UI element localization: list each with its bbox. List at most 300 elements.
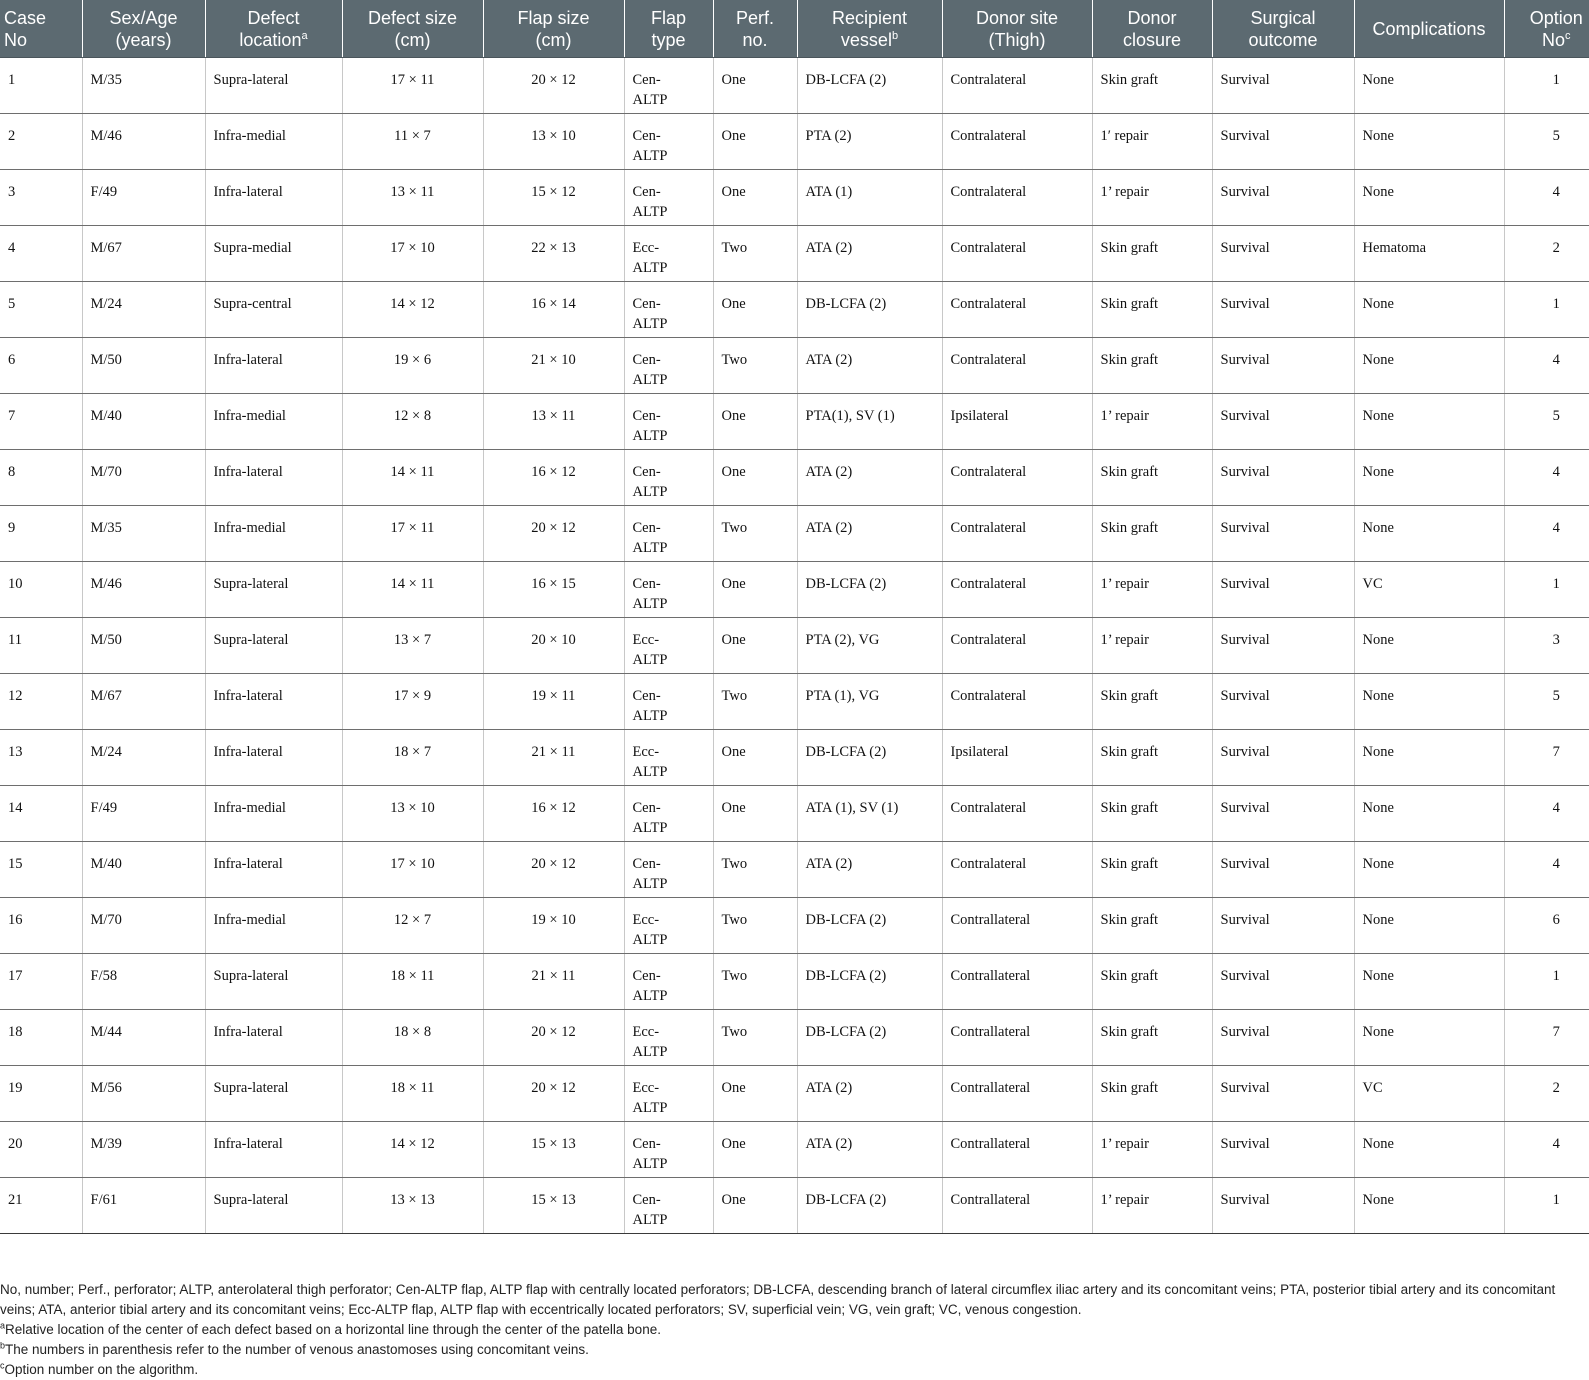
cell-surgical-outcome: Survival [1212, 450, 1354, 506]
column-header-line1: Case [4, 7, 47, 28]
table-row [0, 450, 1589, 506]
column-header-line2: (cm) [535, 29, 572, 50]
cell-perforator-count: Two [713, 1010, 797, 1066]
cell-option-no: 5 [1504, 394, 1589, 450]
cell-option-no: 4 [1504, 1122, 1589, 1178]
cell-surgical-outcome: Survival [1212, 506, 1354, 562]
cell-defect-size: 14 × 12 [342, 282, 483, 338]
cell-complications: Hematoma [1354, 226, 1504, 282]
cell-defect-size: 13 × 7 [342, 618, 483, 674]
cell-surgical-outcome: Survival [1212, 898, 1354, 954]
cell-donor-closure: Skin graft [1092, 282, 1212, 338]
cell-donor-site: Contralateral [942, 562, 1092, 618]
flap-type-line: ALTP [632, 708, 668, 724]
cell-surgical-outcome: Survival [1212, 618, 1354, 674]
flap-type-line: Cen- [632, 576, 661, 592]
cell-complications: VC [1354, 562, 1504, 618]
cell-donor-site: Contralateral [942, 282, 1092, 338]
column-header-line1: Defect [247, 7, 300, 28]
cell-complications: None [1354, 394, 1504, 450]
cell-sex-age: M/70 [82, 450, 205, 506]
cell-sex-age: F/58 [82, 954, 205, 1010]
cell-surgical-outcome: Survival [1212, 562, 1354, 618]
cell-case-no: 20 [0, 1122, 82, 1178]
cell-case-no: 21 [0, 1178, 82, 1234]
flap-type-line: Cen- [632, 128, 661, 144]
column-header-line2: vessel [840, 29, 892, 50]
flap-type-line: ALTP [632, 1212, 668, 1228]
flap-type-line: ALTP [632, 764, 668, 780]
cell-donor-closure: 1′ repair [1092, 114, 1212, 170]
cell-sex-age: M/35 [82, 506, 205, 562]
cell-surgical-outcome: Survival [1212, 786, 1354, 842]
table-row [0, 562, 1589, 618]
footnote-a [0, 1320, 1570, 1340]
footnote-c-text: Option number on the algorithm. [4, 1362, 199, 1377]
table-row [0, 842, 1589, 898]
cell-donor-closure: Skin graft [1092, 842, 1212, 898]
cell-recipient-vessel: DB-LCFA (2) [797, 58, 942, 114]
flap-type-line: Cen- [632, 408, 661, 424]
cell-flap-size: 20 × 12 [483, 58, 624, 114]
cell-case-no: 4 [0, 226, 82, 282]
cell-flap-type [624, 786, 713, 842]
cell-recipient-vessel: DB-LCFA (2) [797, 562, 942, 618]
cell-option-no: 2 [1504, 1066, 1589, 1122]
cell-sex-age: M/67 [82, 674, 205, 730]
column-header-line1: Flap [650, 7, 686, 28]
cell-defect-size: 17 × 10 [342, 842, 483, 898]
cell-defect-location: Supra-central [205, 282, 342, 338]
flap-type-line: ALTP [632, 932, 668, 948]
cell-surgical-outcome: Survival [1212, 226, 1354, 282]
flap-type-line: Cen- [632, 856, 661, 872]
cell-defect-location: Supra-lateral [205, 954, 342, 1010]
cell-perforator-count: One [713, 282, 797, 338]
cell-sex-age: M/50 [82, 618, 205, 674]
cell-recipient-vessel: DB-LCFA (2) [797, 1178, 942, 1234]
cell-flap-type [624, 338, 713, 394]
cell-flap-size: 20 × 12 [483, 506, 624, 562]
cell-case-no: 1 [0, 58, 82, 114]
column-header-line2: location [239, 29, 302, 50]
cell-flap-type [624, 1010, 713, 1066]
table-row [0, 618, 1589, 674]
cell-flap-size: 21 × 11 [483, 954, 624, 1010]
cell-surgical-outcome: Survival [1212, 170, 1354, 226]
cell-surgical-outcome: Survival [1212, 1178, 1354, 1234]
cell-complications: None [1354, 786, 1504, 842]
cell-perforator-count: One [713, 114, 797, 170]
cell-donor-site: Ipsilateral [942, 394, 1092, 450]
cell-option-no: 1 [1504, 282, 1589, 338]
cell-complications: None [1354, 1122, 1504, 1178]
cell-case-no: 2 [0, 114, 82, 170]
column-header [713, 0, 797, 58]
flap-type-line: Ecc- [632, 912, 660, 928]
cell-donor-closure: 1’ repair [1092, 562, 1212, 618]
cell-perforator-count: One [713, 618, 797, 674]
cell-complications: None [1354, 114, 1504, 170]
flap-type-line: ALTP [632, 428, 668, 444]
cell-defect-location: Infra-medial [205, 506, 342, 562]
column-header [1212, 0, 1354, 58]
cell-flap-size: 15 × 13 [483, 1178, 624, 1234]
cell-donor-closure: Skin graft [1092, 338, 1212, 394]
cell-sex-age: M/50 [82, 338, 205, 394]
cell-donor-closure: 1’ repair [1092, 618, 1212, 674]
cell-donor-closure: Skin graft [1092, 730, 1212, 786]
cell-donor-site: Contralateral [942, 618, 1092, 674]
table-row [0, 58, 1589, 114]
footnote-c-mark: c [0, 1360, 5, 1371]
cell-flap-type [624, 226, 713, 282]
flap-type-line: Cen- [632, 688, 661, 704]
cell-surgical-outcome: Survival [1212, 1066, 1354, 1122]
footnote-a-text: Relative location of the center of each defect based on a horizontal line through the center of the patella bone. [5, 1322, 661, 1337]
cell-flap-type [624, 618, 713, 674]
cell-perforator-count: One [713, 170, 797, 226]
cell-defect-size: 14 × 11 [342, 450, 483, 506]
cell-flap-type [624, 58, 713, 114]
cell-complications: None [1354, 954, 1504, 1010]
cell-sex-age: F/61 [82, 1178, 205, 1234]
cell-defect-location: Supra-lateral [205, 562, 342, 618]
cell-defect-size: 19 × 6 [342, 338, 483, 394]
cell-complications: None [1354, 898, 1504, 954]
cell-case-no: 16 [0, 898, 82, 954]
cell-sex-age: F/49 [82, 170, 205, 226]
cell-donor-site: Contralateral [942, 58, 1092, 114]
cell-option-no: 7 [1504, 1010, 1589, 1066]
cell-flap-type [624, 562, 713, 618]
footnote-b-text: The numbers in parenthesis refer to the number of venous anastomoses using concomitant veins. [5, 1342, 589, 1357]
cell-case-no: 18 [0, 1010, 82, 1066]
table-row [0, 394, 1589, 450]
flap-type-line: ALTP [632, 1100, 668, 1116]
cell-complications: None [1354, 1010, 1504, 1066]
cell-option-no: 4 [1504, 338, 1589, 394]
cell-defect-location: Supra-lateral [205, 1178, 342, 1234]
column-header [1092, 0, 1212, 58]
footnote-abbreviations: No, number; Perf., perforator; ALTP, anterolateral thigh perforator; Cen-ALTP flap, ALTP flap with centrally located perforators; DB-LCFA, descending branch of lateral circumflex iliac artery and its concomitant veins; PTA, posterior tibial artery and its concomitant veins; ATA, anterior tibial artery and its concomitant veins; Ecc-ALTP flap, ALTP flap with eccentrically located perforators; SV, superficial vein; VG, vein graft; VC, venous congestion. [0, 1282, 1556, 1317]
cell-donor-closure: Skin graft [1092, 1010, 1212, 1066]
cell-donor-site: Contralateral [942, 338, 1092, 394]
cell-donor-site: Contralateral [942, 674, 1092, 730]
column-header-line2: type [651, 29, 686, 50]
cell-sex-age: M/35 [82, 58, 205, 114]
cell-sex-age: M/40 [82, 394, 205, 450]
cell-defect-location: Infra-lateral [205, 338, 342, 394]
cell-case-no: 7 [0, 394, 82, 450]
cell-flap-size: 20 × 12 [483, 1010, 624, 1066]
cell-complications: None [1354, 58, 1504, 114]
column-header [483, 0, 624, 58]
cell-recipient-vessel: ATA (1), SV (1) [797, 786, 942, 842]
cell-defect-size: 12 × 8 [342, 394, 483, 450]
cell-defect-location: Infra-lateral [205, 170, 342, 226]
column-header-footnote-mark: a [301, 29, 308, 42]
cell-case-no: 6 [0, 338, 82, 394]
cell-flap-size: 20 × 12 [483, 842, 624, 898]
cell-perforator-count: Two [713, 226, 797, 282]
cell-option-no: 5 [1504, 114, 1589, 170]
cell-complications: None [1354, 842, 1504, 898]
cell-defect-location: Infra-lateral [205, 842, 342, 898]
cell-defect-size: 13 × 13 [342, 1178, 483, 1234]
cell-donor-site: Contralateral [942, 842, 1092, 898]
cell-defect-size: 17 × 11 [342, 58, 483, 114]
cell-recipient-vessel: ATA (2) [797, 1122, 942, 1178]
column-header-line2: no. [742, 29, 768, 50]
cell-surgical-outcome: Survival [1212, 338, 1354, 394]
cell-flap-size: 16 × 12 [483, 786, 624, 842]
header-row [0, 0, 1589, 58]
cell-sex-age: M/39 [82, 1122, 205, 1178]
cell-donor-closure: Skin graft [1092, 1066, 1212, 1122]
cell-flap-size: 15 × 13 [483, 1122, 624, 1178]
cell-donor-closure: Skin graft [1092, 954, 1212, 1010]
flap-type-line: ALTP [632, 484, 668, 500]
column-header-line1: Sex/Age [109, 7, 178, 28]
cell-perforator-count: One [713, 1178, 797, 1234]
cell-recipient-vessel: ATA (2) [797, 338, 942, 394]
cell-donor-site: Contrallateral [942, 1122, 1092, 1178]
cell-flap-type [624, 170, 713, 226]
table-row [0, 1066, 1589, 1122]
flap-type-line: Cen- [632, 800, 661, 816]
cell-complications: None [1354, 674, 1504, 730]
cell-recipient-vessel: DB-LCFA (2) [797, 954, 942, 1010]
cell-donor-site: Contrallateral [942, 1010, 1092, 1066]
flap-type-line: ALTP [632, 596, 668, 612]
flap-type-line: Cen- [632, 1192, 661, 1208]
column-header-line1: Perf. [735, 7, 774, 28]
cell-complications: VC [1354, 1066, 1504, 1122]
cell-defect-size: 14 × 12 [342, 1122, 483, 1178]
cell-defect-size: 17 × 11 [342, 506, 483, 562]
flap-type-line: ALTP [632, 652, 668, 668]
cell-option-no: 7 [1504, 730, 1589, 786]
column-header [797, 0, 942, 58]
cell-sex-age: M/46 [82, 114, 205, 170]
cell-option-no: 1 [1504, 58, 1589, 114]
cell-option-no: 5 [1504, 674, 1589, 730]
column-header [1354, 0, 1504, 58]
flap-type-line: ALTP [632, 1156, 668, 1172]
cell-flap-size: 16 × 15 [483, 562, 624, 618]
column-header [0, 0, 82, 58]
cell-sex-age: M/24 [82, 282, 205, 338]
cell-flap-type [624, 1066, 713, 1122]
cell-complications: None [1354, 282, 1504, 338]
table-row [0, 226, 1589, 282]
cell-defect-size: 14 × 11 [342, 562, 483, 618]
cell-perforator-count: One [713, 1122, 797, 1178]
cell-surgical-outcome: Survival [1212, 114, 1354, 170]
cell-donor-closure: Skin graft [1092, 786, 1212, 842]
cell-case-no: 19 [0, 1066, 82, 1122]
cell-donor-site: Contrallateral [942, 1066, 1092, 1122]
cell-flap-type [624, 282, 713, 338]
flap-type-line: Cen- [632, 296, 661, 312]
cell-defect-size: 11 × 7 [342, 114, 483, 170]
cell-perforator-count: Two [713, 842, 797, 898]
cell-defect-location: Infra-lateral [205, 1010, 342, 1066]
footnote-a-mark: a [0, 1320, 6, 1331]
cell-recipient-vessel: ATA (1) [797, 170, 942, 226]
cell-case-no: 13 [0, 730, 82, 786]
cell-recipient-vessel: ATA (2) [797, 450, 942, 506]
cell-surgical-outcome: Survival [1212, 730, 1354, 786]
cell-defect-size: 17 × 9 [342, 674, 483, 730]
table-row [0, 1178, 1589, 1234]
cell-flap-size: 22 × 13 [483, 226, 624, 282]
cell-complications: None [1354, 450, 1504, 506]
cell-option-no: 4 [1504, 786, 1589, 842]
column-header-line2: closure [1122, 29, 1182, 50]
cell-case-no: 11 [0, 618, 82, 674]
cell-perforator-count: One [713, 58, 797, 114]
cell-defect-size: 18 × 11 [342, 1066, 483, 1122]
cell-flap-type [624, 842, 713, 898]
cell-surgical-outcome: Survival [1212, 1010, 1354, 1066]
cell-sex-age: M/44 [82, 1010, 205, 1066]
cell-donor-closure: Skin graft [1092, 450, 1212, 506]
cell-complications: None [1354, 1178, 1504, 1234]
cell-donor-site: Contralateral [942, 506, 1092, 562]
column-header-line1: Donor site [975, 7, 1059, 28]
table-footnotes [0, 1280, 1570, 1380]
cell-recipient-vessel: ATA (2) [797, 842, 942, 898]
cell-donor-closure: 1’ repair [1092, 394, 1212, 450]
cell-donor-closure: Skin graft [1092, 898, 1212, 954]
cell-sex-age: M/56 [82, 1066, 205, 1122]
flap-type-line: ALTP [632, 1044, 668, 1060]
cell-flap-type [624, 898, 713, 954]
flap-type-line: Cen- [632, 184, 661, 200]
flap-type-line: Ecc- [632, 632, 660, 648]
column-header-footnote-mark: b [891, 29, 899, 42]
cell-perforator-count: One [713, 450, 797, 506]
cell-recipient-vessel: PTA (1), VG [797, 674, 942, 730]
cell-complications: None [1354, 618, 1504, 674]
cell-flap-size: 19 × 10 [483, 898, 624, 954]
cell-defect-size: 17 × 10 [342, 226, 483, 282]
cell-donor-site: Contralateral [942, 114, 1092, 170]
cell-recipient-vessel: DB-LCFA (2) [797, 1010, 942, 1066]
column-header-line1: Option [1529, 7, 1583, 28]
table-header [0, 0, 1589, 58]
cell-flap-size: 21 × 11 [483, 730, 624, 786]
table-row [0, 170, 1589, 226]
column-header-line2: (cm) [394, 29, 431, 50]
cell-case-no: 9 [0, 506, 82, 562]
column-header [82, 0, 205, 58]
cell-flap-size: 20 × 12 [483, 1066, 624, 1122]
cell-perforator-count: Two [713, 954, 797, 1010]
cell-option-no: 4 [1504, 842, 1589, 898]
cell-perforator-count: Two [713, 506, 797, 562]
cell-surgical-outcome: Survival [1212, 282, 1354, 338]
column-header [624, 0, 713, 58]
cell-defect-location: Supra-lateral [205, 58, 342, 114]
flap-type-line: Ecc- [632, 1080, 660, 1096]
table-row [0, 1010, 1589, 1066]
cell-complications: None [1354, 338, 1504, 394]
table-body [0, 58, 1589, 1234]
column-header-line2: outcome [1248, 29, 1318, 50]
cell-defect-location: Supra-medial [205, 226, 342, 282]
cell-surgical-outcome: Survival [1212, 1122, 1354, 1178]
cell-defect-location: Supra-lateral [205, 618, 342, 674]
cell-defect-location: Infra-medial [205, 114, 342, 170]
flap-type-line: Ecc- [632, 1024, 660, 1040]
cell-donor-closure: Skin graft [1092, 674, 1212, 730]
flap-type-line: ALTP [632, 988, 668, 1004]
flap-type-line: ALTP [632, 820, 668, 836]
column-header-line1: Flap size [517, 7, 590, 28]
cell-option-no: 4 [1504, 450, 1589, 506]
cell-donor-closure: Skin graft [1092, 506, 1212, 562]
cell-donor-site: Contrallateral [942, 954, 1092, 1010]
table-row [0, 1122, 1589, 1178]
cell-surgical-outcome: Survival [1212, 674, 1354, 730]
cell-recipient-vessel: DB-LCFA (2) [797, 282, 942, 338]
cell-complications: None [1354, 170, 1504, 226]
column-header [205, 0, 342, 58]
cell-perforator-count: Two [713, 674, 797, 730]
footnote-c [0, 1360, 1570, 1380]
cell-flap-type [624, 450, 713, 506]
cell-defect-location: Infra-medial [205, 786, 342, 842]
cell-defect-size: 18 × 8 [342, 1010, 483, 1066]
column-header-line1: Complications [1372, 18, 1486, 39]
cell-case-no: 15 [0, 842, 82, 898]
cell-case-no: 8 [0, 450, 82, 506]
flap-type-line: ALTP [632, 92, 668, 108]
cell-option-no: 1 [1504, 954, 1589, 1010]
cell-donor-closure: Skin graft [1092, 226, 1212, 282]
cell-perforator-count: One [713, 786, 797, 842]
flap-type-line: ALTP [632, 372, 668, 388]
cell-donor-site: Ipsilateral [942, 730, 1092, 786]
table-row [0, 786, 1589, 842]
cell-defect-location: Supra-lateral [205, 1066, 342, 1122]
cell-donor-site: Contralateral [942, 450, 1092, 506]
cell-recipient-vessel: DB-LCFA (2) [797, 898, 942, 954]
cell-donor-closure: Skin graft [1092, 58, 1212, 114]
table-row [0, 282, 1589, 338]
cell-donor-site: Contralateral [942, 170, 1092, 226]
cell-flap-size: 13 × 11 [483, 394, 624, 450]
cell-surgical-outcome: Survival [1212, 954, 1354, 1010]
cell-defect-location: Infra-medial [205, 394, 342, 450]
cell-defect-size: 18 × 11 [342, 954, 483, 1010]
flap-type-line: ALTP [632, 204, 668, 220]
cell-flap-size: 13 × 10 [483, 114, 624, 170]
cell-case-no: 10 [0, 562, 82, 618]
table-row [0, 674, 1589, 730]
column-header-line1: Surgical [1250, 7, 1316, 28]
cell-donor-site: Contralateral [942, 226, 1092, 282]
cell-case-no: 5 [0, 282, 82, 338]
cell-flap-type [624, 730, 713, 786]
column-header-footnote-mark: c [1565, 29, 1571, 42]
cell-flap-type [624, 114, 713, 170]
flap-type-line: ALTP [632, 260, 668, 276]
cell-option-no: 6 [1504, 898, 1589, 954]
